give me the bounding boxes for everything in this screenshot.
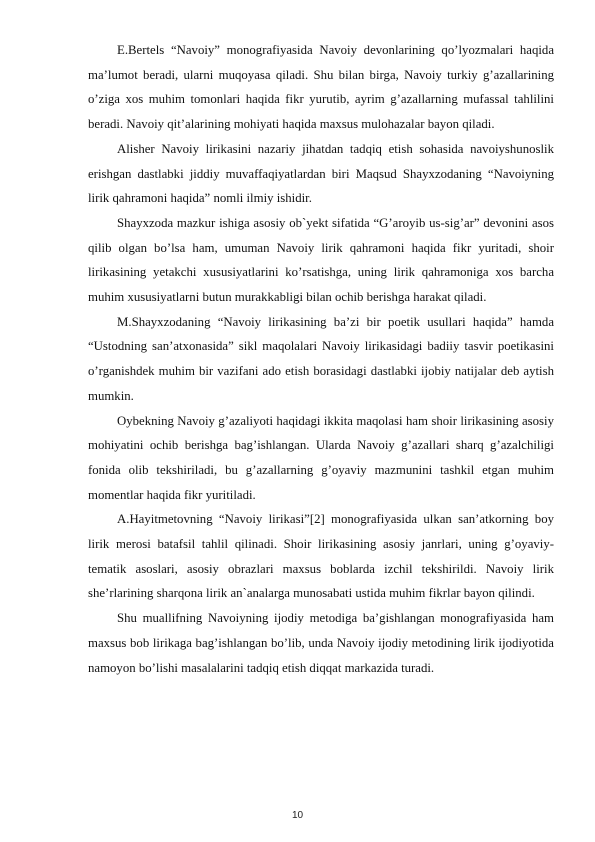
paragraph-bertels: E.Bertels “Navoiy” monografiyasida Navoiy devonlarining qo’lyozmalari haqida ma’lumot beradi, ularni muqoyasa qiladi. Shu bilan birga, Navoiy turkiy g’azallarining o’ziga xos muhim tomonlari haqida fikr yurutib, ayrim g’azallarning mufassal tahlilini beradi. Navoiy qit’alarining mohiyati haqida maxsus mulohazalar bayon qiladi. (88, 43, 554, 132)
page-body-text (88, 38, 554, 680)
paragraph-hayitmetov: A.Hayitmetovning “Navoiy lirikasi”[2] monografiyasida ulkan san’atkorning boy lirik merosi batafsil tahlil qilinadi. Shoir lirikasining asosiy janrlari, uning g’oyaviy-tematik asoslari, asosiy obrazlari maxsus boblarda izchil tekshirildi. Navoiy lirik she’rlarining sharqona lirik an`analarga munosabati ustida muhim fikrlar bayon qilindi. (88, 512, 554, 601)
paragraph-shayxzoda-intro: Alisher Navoiy lirikasini nazariy jihatdan tadqiq etish sohasida navoiyshunoslik erishgan dastlabki jiddiy muvaffaqiyatlardan biri Maqsud Shayxzodaning “Navoiyning lirik qahramoni haqida” nomli ilmiy ishidir. (88, 141, 554, 206)
paragraph-shayxzoda-articles: M.Shayxzodaning “Navoiy lirikasining ba’zi bir poetik usullari haqida” hamda “Ustodning san’atxonasida” sikl maqolalari Navoiy lirikasidagi badiiy tasvir poetikasini o’rganishdek muhim bir vazifani ado etish borasidagi dastlabki ijobiy natijalar deb aytish mumkin. (88, 314, 554, 403)
paragraph-oybek: Oybekning Navoiy g’azaliyoti haqidagi ikkita maqolasi ham shoir lirikasining asosiy mohiyatini ochib berishga bag’ishlangan. Ularda Navoiy g’azallari sharq g’azalchiligi fonida olib tekshiriladi, bu g’azallarning g’oyaviy mazmunini tashkil etgan muhim momentlar haqida fikr yuritiladi. (88, 413, 554, 502)
page-number: 10 (291, 810, 304, 821)
paragraph-author-monograph: Shu muallifning Navoiyning ijodiy metodiga ba’gishlangan monografiyasida ham maxsus bob lirikaga bag’ishlangan bo’lib, unda Navoiy ijodiy metodining lirik ijodiyotida namoyon bo’lishi masalalarini tadqiq etish diqqat markazida turadi. (88, 611, 554, 675)
paragraph-shayxzoda-devon: Shayxzoda mazkur ishiga asosiy ob`yekt sifatida “G’aroyib us-sig’ar” devonini asos qilib olgan bo’lsa ham, umuman Navoiy lirik qahramoni haqida fikr yuritadi, shoir lirikasining yetakchi xususiyatlarini ko’rsatishga, uning lirik qahramoniga xos barcha muhim xususiyatlarni butun murakkabligi bilan ochib berishga harakat qiladi. (88, 215, 554, 305)
